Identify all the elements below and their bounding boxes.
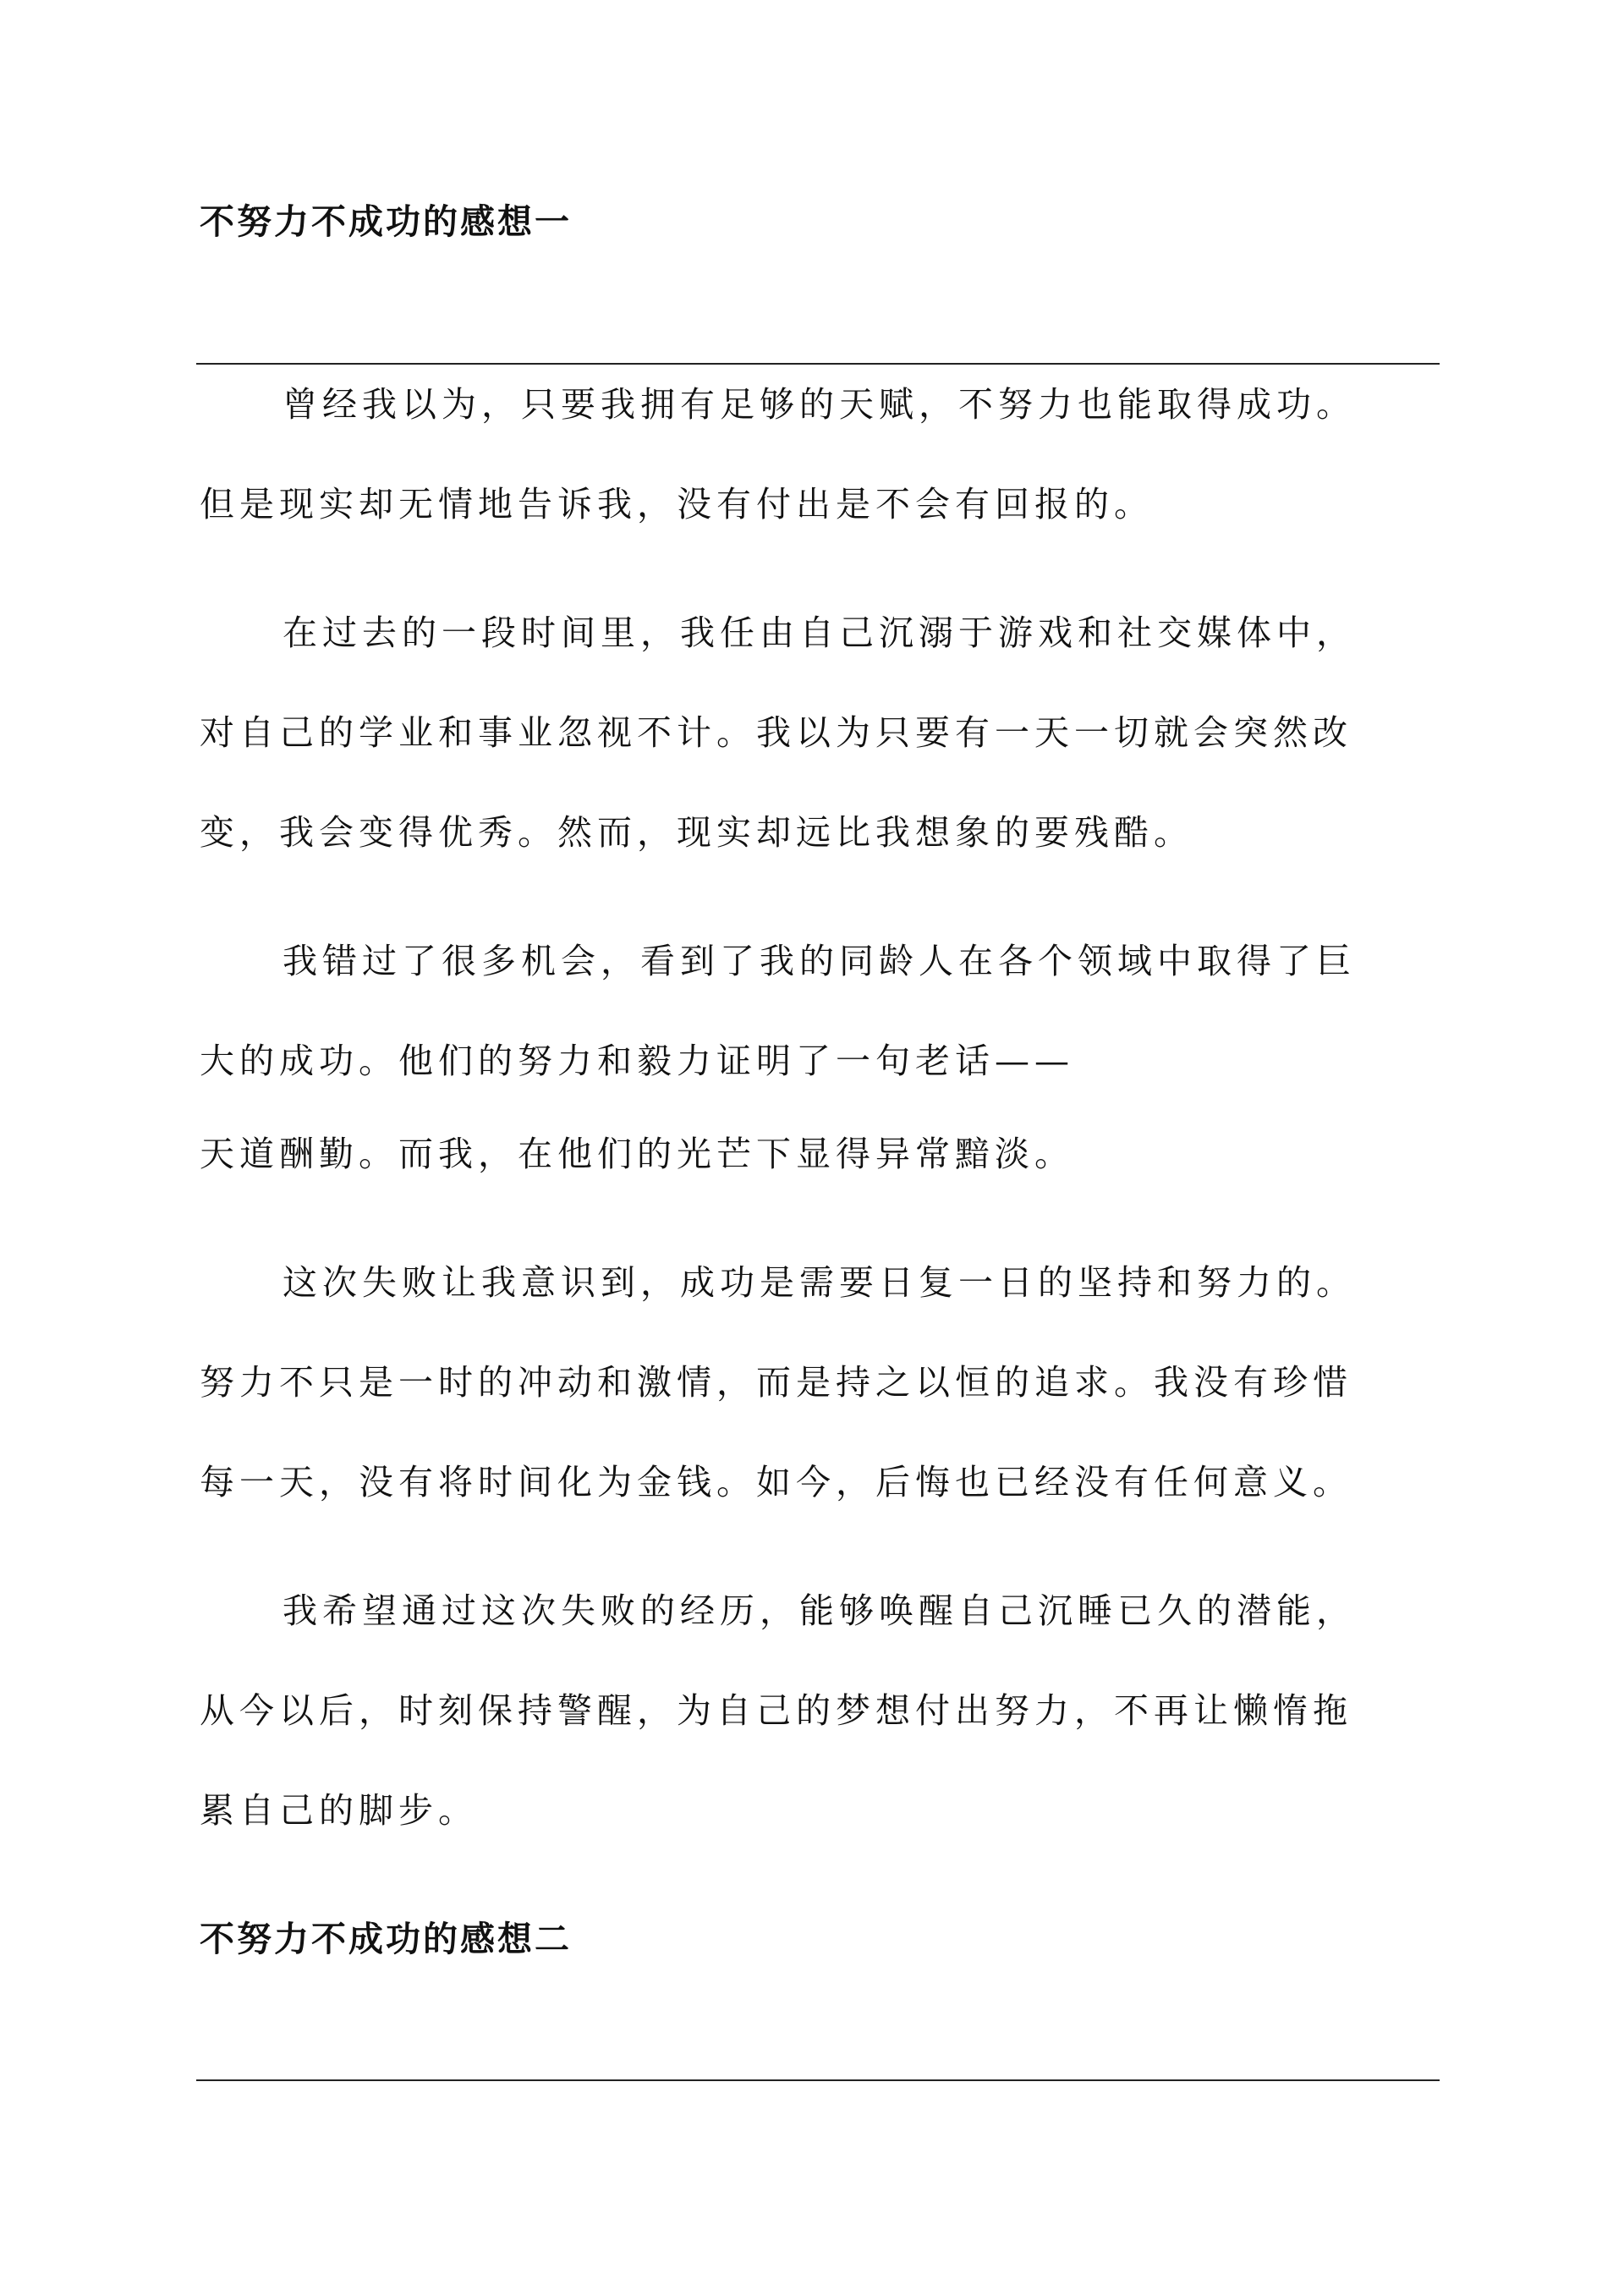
section-divider-1 [196,363,1440,365]
paragraph-2-line-2: 对自己的学业和事业忽视不计。我以为只要有一天一切就会突然改 [200,712,1352,753]
paragraph-1-line-1: 曾经我以为，只要我拥有足够的天赋，不努力也能取得成功。 [283,384,1356,425]
paragraph-5-line-3: 累自己的脚步。 [200,1790,478,1831]
section-heading-2: 不努力不成功的感想二 [200,1919,572,1959]
paragraph-3-line-3: 天道酬勤。而我，在他们的光芒下显得异常黯淡。 [200,1134,1074,1174]
paragraph-2-line-3: 变，我会变得优秀。然而，现实却远比我想象的要残酷。 [200,812,1193,853]
paragraph-4-line-2: 努力不只是一时的冲动和激情，而是持之以恒的追求。我没有珍惜 [200,1362,1352,1403]
paragraph-3-line-1: 我错过了很多机会，看到了我的同龄人在各个领域中取得了巨 [283,941,1356,981]
paragraph-5-line-2: 从今以后，时刻保持警醒，为自己的梦想付出努力，不再让懒惰拖 [200,1690,1352,1731]
paragraph-4-line-3: 每一天，没有将时间化为金钱。如今，后悔也已经没有任何意义。 [200,1462,1352,1502]
section-heading-1: 不努力不成功的感想一 [200,201,572,242]
paragraph-4-line-1: 这次失败让我意识到，成功是需要日复一日的坚持和努力的。 [283,1262,1356,1303]
paragraph-1-line-2: 但是现实却无情地告诉我，没有付出是不会有回报的。 [200,484,1154,525]
paragraph-3-line-2: 大的成功。他们的努力和毅力证明了一句老话—— [200,1041,1074,1081]
paragraph-5-line-1: 我希望通过这次失败的经历，能够唤醒自己沉睡已久的潜能， [283,1590,1356,1631]
section-divider-2 [196,2079,1440,2081]
paragraph-2-line-1: 在过去的一段时间里，我任由自己沉溺于游戏和社交媒体中， [283,612,1356,653]
